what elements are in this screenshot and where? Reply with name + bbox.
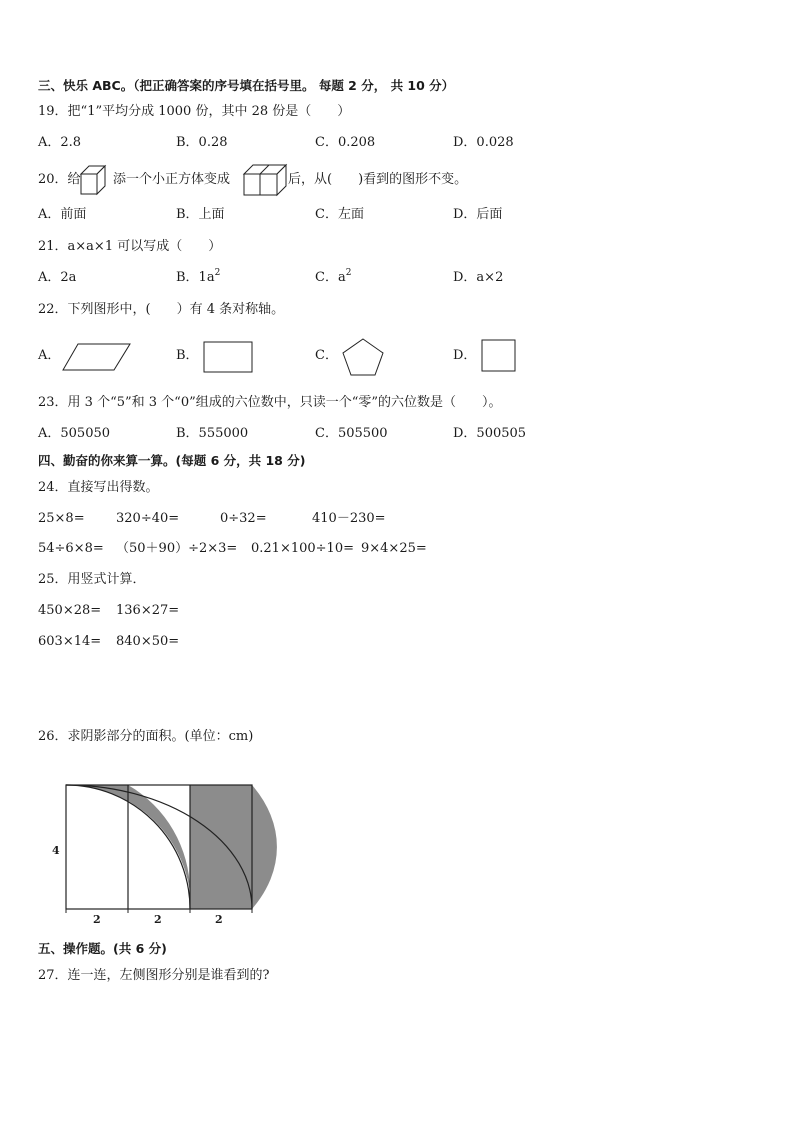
question-23-stem: 23．用 3 个“5”和 3 个“0”组成的六位数中，只读一个“零”的六位数是（ ）。 <box>38 395 502 410</box>
q19-option-a: A．2.8 <box>38 135 82 150</box>
question-19-stem: 19．把“1”平均分成 1000 份，其中 28 份是（ ） <box>38 104 351 119</box>
single-cube-icon <box>80 165 106 195</box>
figure-width-label: 2 <box>215 913 223 926</box>
q22-option-a: A． <box>38 348 61 363</box>
question-25-stem: 25．用竖式计算． <box>38 572 146 587</box>
q20-option-c: C．左面 <box>315 207 364 222</box>
section-3-title: 三、快乐 ABC。（把正确答案的序号填在括号里。 每题 2 分， 共 10 分） <box>38 78 455 93</box>
q24-expr: 410－230= <box>312 511 386 526</box>
q24-expr: 320÷40= <box>116 511 180 526</box>
shaded-region <box>66 785 277 909</box>
q23-option-b: B．555000 <box>176 426 249 441</box>
q19-option-c: C．0.208 <box>315 135 376 150</box>
q24-expr: 0÷32= <box>220 511 267 526</box>
q25-expr: 603×14= <box>38 634 102 649</box>
shaded-area-figure <box>48 782 268 932</box>
q24-expr: 0.21×100÷10= <box>251 541 354 556</box>
q24-expr: （50＋90）÷2×3= <box>116 541 238 556</box>
rectangle-icon <box>203 341 253 373</box>
question-22-stem: 22．下列图形中，( ）有 4 条对称轴。 <box>38 302 285 317</box>
q23-option-d: D．500505 <box>453 426 527 441</box>
q20-option-a: A．前面 <box>38 207 87 222</box>
q22-option-d: D． <box>453 348 477 363</box>
question-21-stem: 21．a×a×1 可以写成（ ） <box>38 239 222 254</box>
question-27-stem: 27．连一连，左侧图形分别是谁看到的? <box>38 968 270 983</box>
double-cube-icon <box>243 164 287 196</box>
question-26-stem: 26．求阴影部分的面积。(单位：cm) <box>38 729 254 744</box>
q25-expr: 450×28= <box>38 603 102 618</box>
q19-option-b: B．0.28 <box>176 135 228 150</box>
pentagon-icon <box>342 338 384 376</box>
q25-expr: 840×50= <box>116 634 180 649</box>
q21-option-c: C．$a^2$ <box>315 268 352 285</box>
q25-expr: 136×27= <box>116 603 180 618</box>
section-5-title: 五、操作题。(共 6 分) <box>38 941 167 956</box>
q24-expr: 9×4×25= <box>361 541 427 556</box>
question-20-middle: 添一个小正方体变成 <box>113 172 231 187</box>
figure-width-label: 2 <box>154 913 162 926</box>
q21-option-a: A．2a <box>38 270 77 285</box>
figure-height-label: 4 <box>52 844 60 857</box>
question-24-stem: 24．直接写出得数。 <box>38 480 159 495</box>
q22-option-b: B． <box>176 348 199 363</box>
question-20-prefix: 20．给 <box>38 172 81 187</box>
figure-width-label: 2 <box>93 913 101 926</box>
question-20-suffix: 后，从( )看到的图形不变。 <box>288 172 468 187</box>
q24-expr: 54÷6×8= <box>38 541 104 556</box>
square-icon <box>481 339 516 372</box>
q20-option-b: B．上面 <box>176 207 225 222</box>
q22-option-c: C． <box>315 348 338 363</box>
q20-option-d: D．后面 <box>453 207 503 222</box>
q21-option-b: B．$1a^2$ <box>176 268 221 285</box>
q21-option-d: D．a×2 <box>453 270 504 285</box>
parallelogram-icon <box>62 343 132 371</box>
q19-option-d: D．0.028 <box>453 135 514 150</box>
q23-option-c: C．505500 <box>315 426 388 441</box>
q23-option-a: A．505050 <box>38 426 111 441</box>
section-4-title: 四、勤奋的你来算一算。(每题 6 分，共 18 分) <box>38 453 306 468</box>
q24-expr: 25×8= <box>38 511 85 526</box>
